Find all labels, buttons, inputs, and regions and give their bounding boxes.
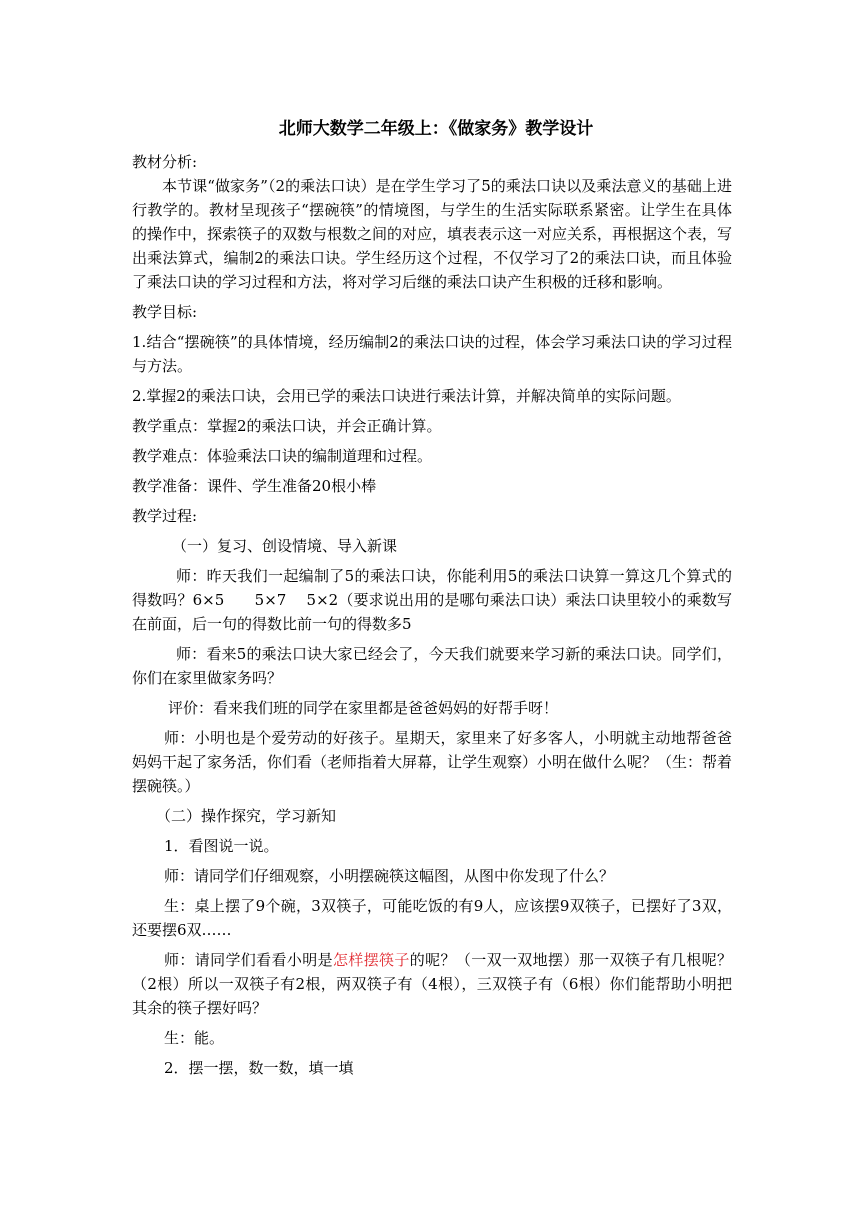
document-title: 北师大数学二年级上：《做家务》教学设计 bbox=[278, 119, 594, 139]
section-heading-goals: 教学目标: bbox=[132, 303, 198, 321]
highlighted-text: 怎样摆筷子 bbox=[332, 951, 410, 969]
part2-heading: （二）操作探究，学习新知 bbox=[156, 807, 337, 825]
paragraph-student-answer: 生：桌上摆了9个碗，3双筷子，可能吃饭的有9人，应该摆9双筷子，已摆好了3双，还要摆6双…… bbox=[132, 897, 732, 939]
document-body bbox=[132, 114, 732, 1080]
paragraph-intro: 师：看来5的乘法口诀大家已经会了，今天我们就要来学习新的乘法口诀。同学们，你们在家里做家务吗？ bbox=[132, 645, 732, 687]
text-part-a: 师：请同学们看看小明是 bbox=[164, 951, 333, 969]
step-2: 2．摆一摆，数一数，填一填 bbox=[164, 1059, 354, 1077]
paragraph-review: 师：昨天我们一起编制了5的乘法口诀，你能利用5的乘法口诀算一算这几个算式的得数吗？6×5 5×7 5×2（要求说出用的是哪句乘法口诀）乘法口诀里较小的乘数写在前面，后一句的得数比前一句的得数多5 bbox=[132, 567, 732, 633]
goal-item-2: 2.掌握2的乘法口诀，会用已学的乘法口诀进行乘法计算，并解决简单的实际问题。 bbox=[132, 387, 681, 405]
part1-heading: （一）复习、创设情境、导入新课 bbox=[172, 537, 398, 555]
goal-item-1: 1.结合“摆碗筷”的具体情境，经历编制2的乘法口诀的过程，体会学习乘法口诀的学习过程与方法。 bbox=[132, 333, 732, 375]
preparation: 教学准备：课件、学生准备20根小棒 bbox=[132, 477, 377, 495]
paragraph-xiaoming: 师：小明也是个爱劳动的好孩子。星期天，家里来了好多客人，小明就主动地帮爸爸妈妈干起了家务活，你们看（老师指着大屏幕，让学生观察）小明在做什么呢？（生：帮着摆碗筷。） bbox=[132, 729, 733, 795]
section-heading-process: 教学过程: bbox=[132, 507, 198, 525]
step-1: 1．看图说一说。 bbox=[164, 837, 279, 855]
analysis-paragraph: 本节课“做家务”（2的乘法口诀）是在学生学习了5的乘法口诀以及乘法意义的基础上进行教学的。教材呈现孩子“摆碗筷”的情境图，与学生的生活实际联系紧密。让学生在具体的操作中，探索筷子的双数与根数之间的对应，填表表示这一对应关系，再根据这个表，写出乘法算式，编制2的乘法口诀。学生经历这个过程，不仅学习了2的乘法口诀，而且体验了乘法口诀的学习过程和方法，将对学习后继的乘法口诀产生积极的迁移和影响。 bbox=[132, 177, 733, 291]
difficulty: 教学难点：体验乘法口诀的编制道理和过程。 bbox=[132, 447, 433, 465]
paragraph-observe: 师：请同学们仔细观察，小明摆碗筷这幅图，从图中你发现了什么？ bbox=[164, 867, 615, 885]
paragraph-evaluation: 评价：看来我们班的同学在家里都是爸爸妈妈的好帮手呀！ bbox=[168, 699, 559, 717]
text-part-b: 的呢？（一双一双地摆）那一双筷子有几根呢？（2根）所以一双筷子有2根，两双筷子有（4根），三双筷子有（6根）你们能帮助小明把其余的筷子摆好吗？ bbox=[132, 951, 732, 1017]
key-point: 教学重点：掌握2的乘法口诀，并会正确计算。 bbox=[132, 417, 442, 435]
paragraph-student-yes: 生：能。 bbox=[164, 1029, 225, 1047]
section-heading-analysis: 教材分析: bbox=[132, 153, 198, 171]
paragraph-chopsticks bbox=[132, 948, 732, 1020]
